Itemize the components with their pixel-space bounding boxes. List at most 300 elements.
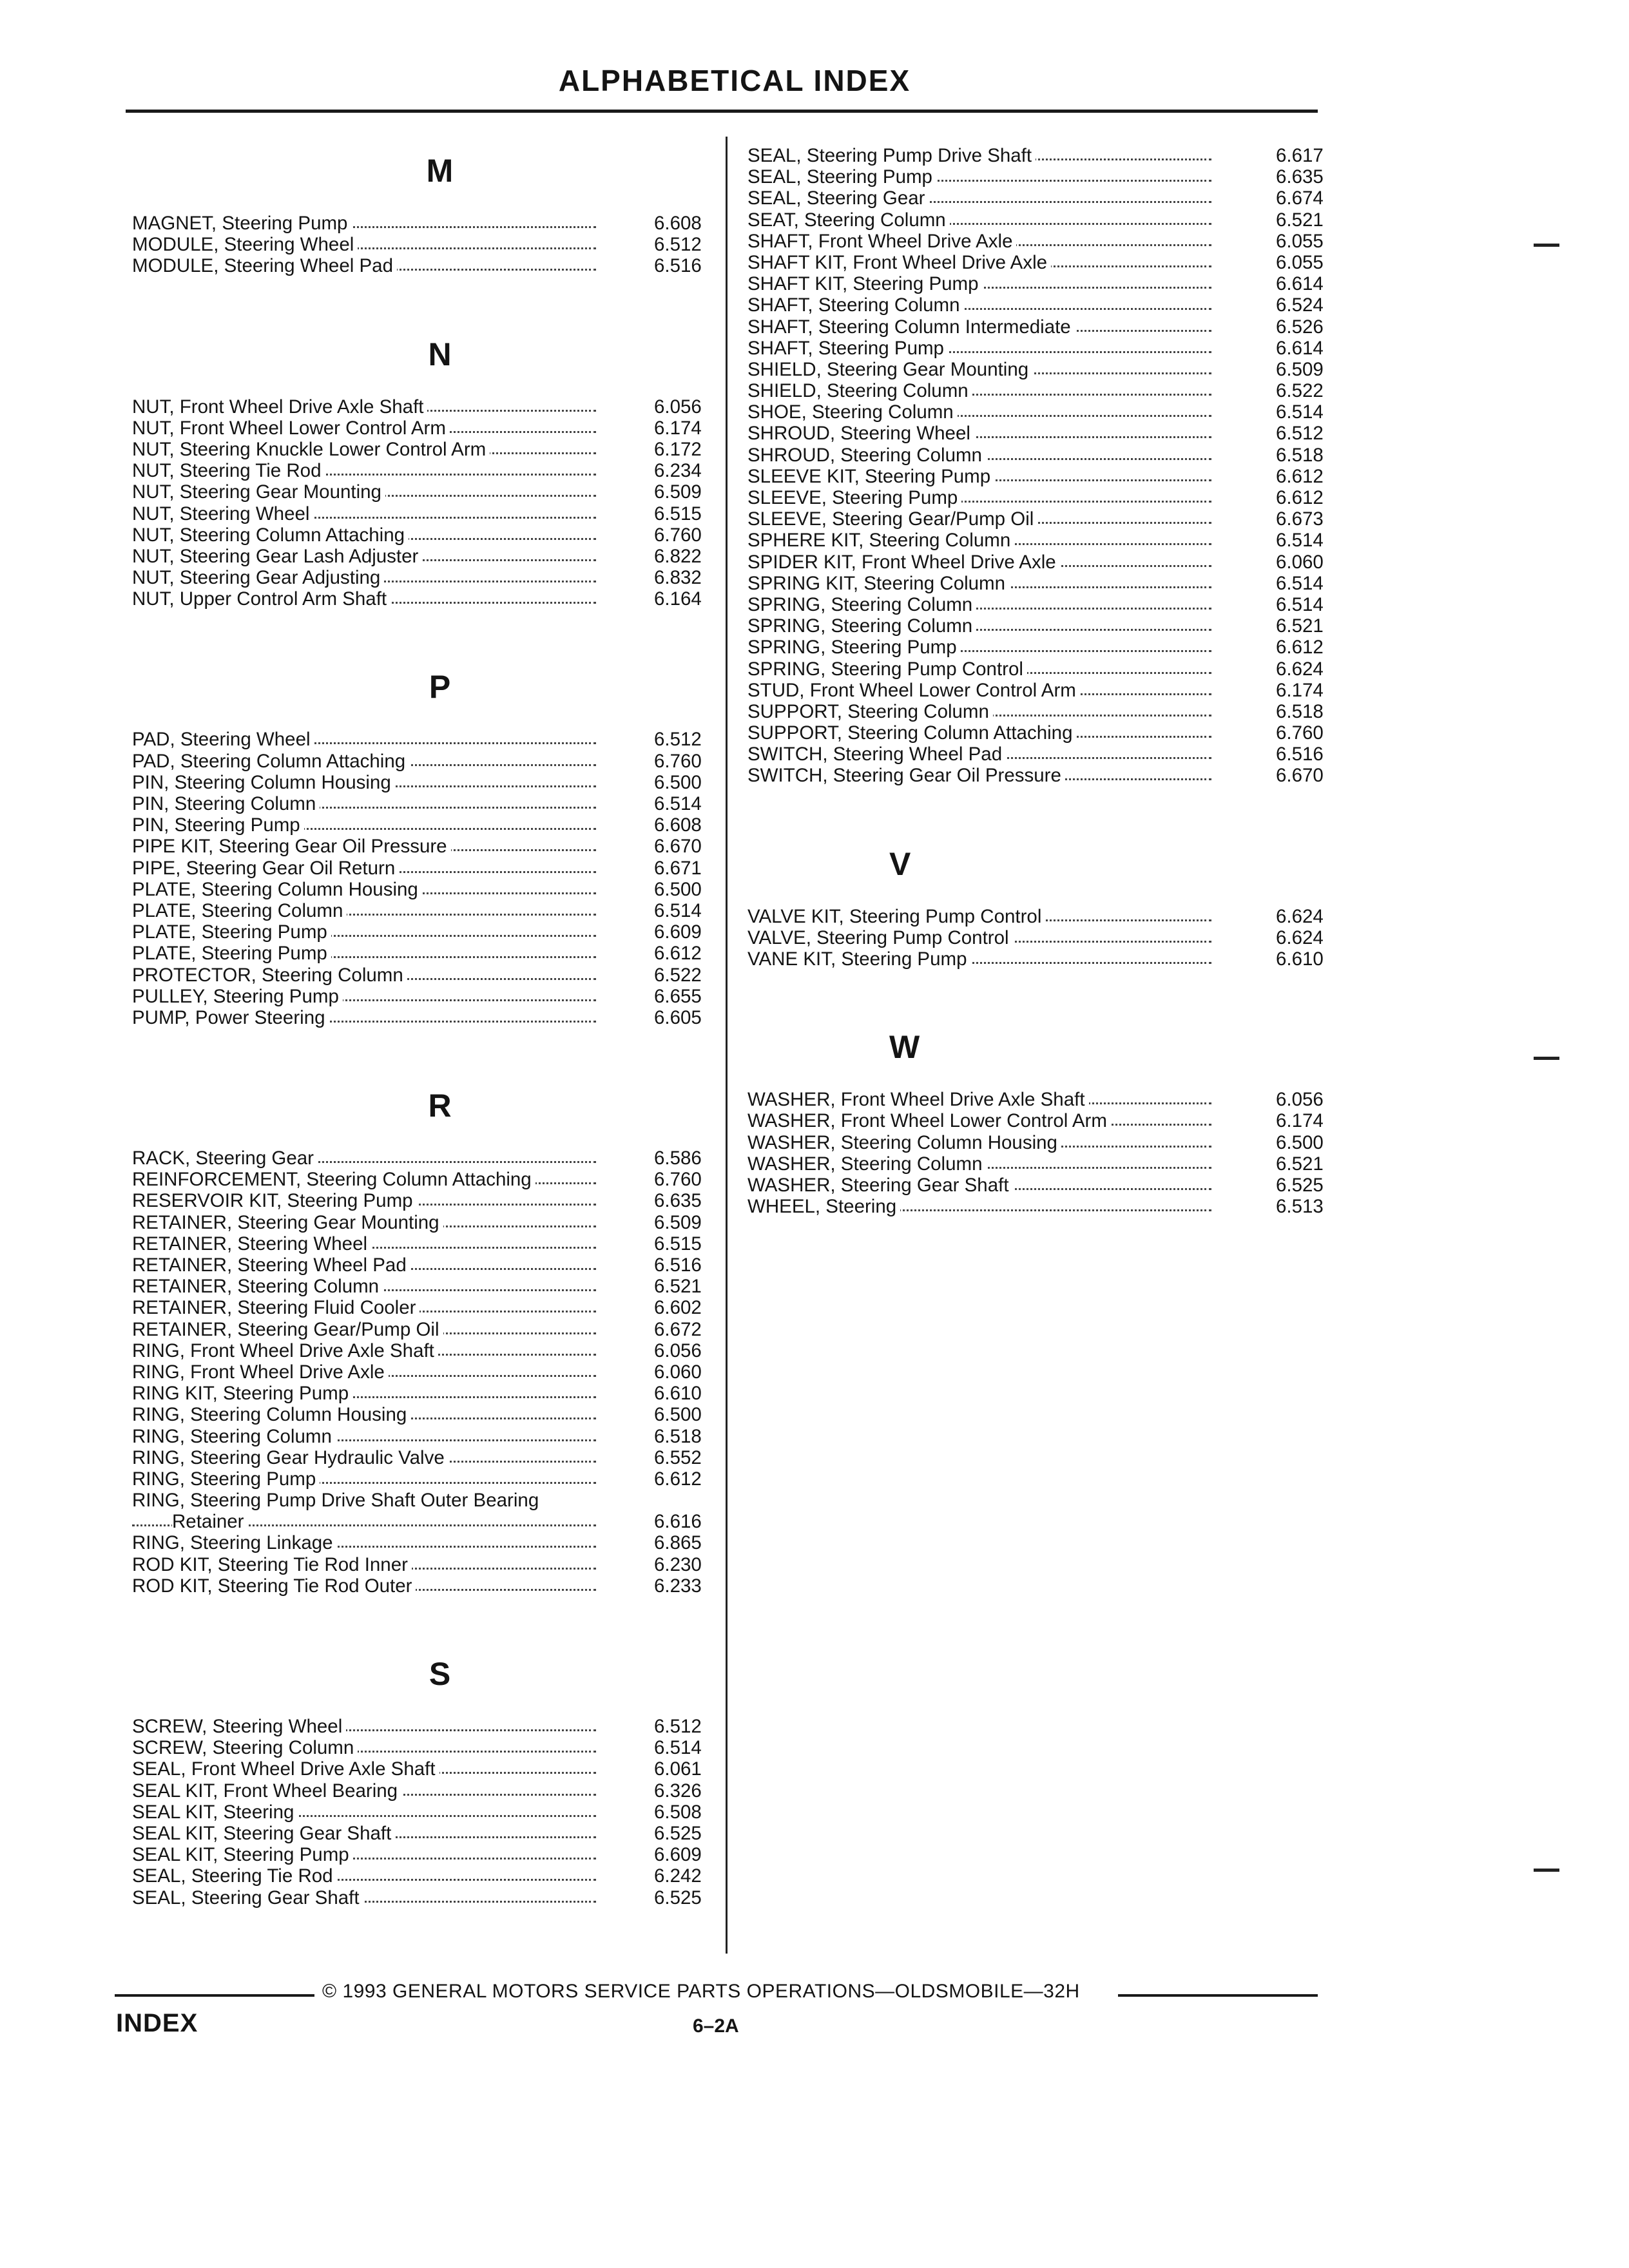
entry-name: PLATE, Steering Column	[132, 900, 347, 921]
index-entry	[747, 508, 1337, 530]
index-entry	[132, 1737, 722, 1758]
entry-name: SEAL, Steering Gear	[747, 187, 929, 209]
index-entry	[747, 401, 1337, 423]
footer-section-label: INDEX	[116, 2009, 198, 2037]
entry-name: SPRING, Steering Pump Control	[747, 658, 1027, 680]
entry-page-number: 6.672	[654, 1318, 702, 1340]
entry-page-number: 6.612	[1276, 637, 1324, 658]
entry-name: RING, Steering Pump	[132, 1468, 320, 1490]
index-entry	[132, 986, 722, 1007]
footer-copyright: © 1993 GENERAL MOTORS SERVICE PARTS OPERATIONS—OLDSMOBILE—32H	[322, 1981, 1080, 2002]
index-entry	[132, 1780, 722, 1802]
index-entry	[132, 900, 722, 921]
index-entry	[132, 943, 722, 964]
index-entry	[747, 338, 1337, 359]
entry-page-number: 6.521	[1276, 1153, 1324, 1175]
entry-page-number: 6.610	[654, 1383, 702, 1405]
entry-name: WASHER, Steering Column Housing	[747, 1132, 1061, 1153]
entry-name: RING, Steering Column Housing	[132, 1404, 410, 1425]
entry-page-number: 6.609	[654, 1844, 702, 1866]
entry-page-number: 6.525	[1276, 1174, 1324, 1196]
entry-page-number: 6.514	[1276, 530, 1324, 552]
entry-page-number: 6.326	[654, 1780, 702, 1802]
entry-name: SEAL KIT, Steering	[132, 1802, 298, 1823]
entry-name: SEAL, Steering Tie Rod	[132, 1865, 337, 1887]
entry-page-number: 6.832	[654, 567, 702, 589]
index-entry	[132, 1511, 722, 1532]
entry-name: WASHER, Front Wheel Lower Control Arm	[747, 1110, 1111, 1131]
index-entry	[132, 858, 722, 879]
entry-page-number: 6.624	[1276, 927, 1324, 948]
entry-page-number: 6.655	[654, 985, 702, 1007]
entry-page-number: 6.172	[654, 438, 702, 460]
entry-name: PIPE, Steering Gear Oil Return	[132, 858, 399, 879]
entry-name: SEAT, Steering Column	[747, 209, 950, 231]
entry-name: PULLEY, Steering Pump	[132, 986, 343, 1007]
entry-page-number: 6.624	[1276, 658, 1324, 680]
entry-page-number: 6.612	[1276, 465, 1324, 487]
entry-page-number: 6.514	[654, 899, 702, 921]
index-entry	[747, 948, 1337, 970]
entry-page-number: 6.518	[1276, 444, 1324, 466]
entry-page-number: 6.524	[1276, 294, 1324, 316]
entry-page-number: 6.518	[1276, 700, 1324, 722]
entry-page-number: 6.612	[654, 1468, 702, 1490]
index-entry	[132, 1823, 722, 1844]
entry-name: RETAINER, Steering Gear/Pump Oil	[132, 1319, 443, 1340]
entry-page-number: 6.608	[654, 814, 702, 836]
entry-name: SEAL, Steering Pump Drive Shaft	[747, 145, 1036, 166]
index-entry	[747, 722, 1337, 744]
index-entry	[132, 921, 722, 943]
entry-name: SEAL KIT, Front Wheel Bearing	[132, 1780, 401, 1802]
index-entry	[747, 466, 1337, 487]
entry-name: SPRING, Steering Column	[747, 594, 976, 615]
entry-name: RING, Steering Gear Hydraulic Valve	[132, 1447, 448, 1468]
index-entry	[747, 658, 1337, 680]
index-entry	[132, 418, 722, 439]
index-entry	[747, 380, 1337, 401]
index-entry	[747, 273, 1337, 294]
index-entry	[132, 503, 722, 524]
index-entry	[747, 701, 1337, 722]
entry-page-number: 6.516	[654, 255, 702, 277]
index-entry	[747, 423, 1337, 444]
entry-name: RETAINER, Steering Gear Mounting	[132, 1212, 443, 1233]
entry-name: SCREW, Steering Wheel	[132, 1716, 346, 1737]
index-entry	[132, 567, 722, 588]
index-entry	[132, 213, 722, 234]
index-entry	[132, 793, 722, 814]
entry-name: RETAINER, Steering Column	[132, 1276, 383, 1297]
index-entry	[747, 637, 1337, 658]
entry-page-number: 6.521	[1276, 209, 1324, 231]
entry-name: NUT, Upper Control Arm Shaft	[132, 588, 390, 610]
edge-tick-mark	[1534, 1057, 1559, 1060]
index-entry	[132, 1340, 722, 1361]
entry-name: STUD, Front Wheel Lower Control Arm	[747, 680, 1080, 701]
entry-name: SLEEVE, Steering Pump	[747, 487, 961, 508]
section-letter-s: S	[429, 1656, 451, 1692]
index-entry	[747, 445, 1337, 466]
index-entry	[132, 1426, 722, 1447]
entry-page-number: 6.521	[654, 1276, 702, 1298]
index-entry	[132, 1276, 722, 1297]
index-entry	[132, 729, 722, 750]
section-gap	[132, 277, 722, 312]
entry-page-number: 6.526	[1276, 316, 1324, 338]
entry-page-number: 6.056	[654, 396, 702, 418]
entry-name: MODULE, Steering Wheel Pad	[132, 255, 397, 276]
entry-page-number: 6.674	[1276, 187, 1324, 209]
entry-page-number: 6.518	[654, 1425, 702, 1447]
entry-page-number: 6.500	[654, 878, 702, 900]
entry-page-number: 6.614	[1276, 273, 1324, 295]
entry-page-number: 6.612	[1276, 487, 1324, 508]
footer-page-number: 6–2A	[693, 2015, 739, 2037]
index-entry	[747, 615, 1337, 637]
entry-name: ROD KIT, Steering Tie Rod Outer	[132, 1575, 416, 1597]
index-entry	[132, 1404, 722, 1425]
entry-page-number: 6.760	[654, 524, 702, 546]
entry-page-number: 6.512	[654, 1716, 702, 1737]
index-entry	[132, 1212, 722, 1233]
entry-name: SHAFT, Front Wheel Drive Axle	[747, 231, 1016, 252]
index-entry	[747, 530, 1337, 551]
entry-name: SCREW, Steering Column	[132, 1737, 358, 1758]
index-entry	[132, 1887, 722, 1908]
entry-name: SPHERE KIT, Steering Column	[747, 530, 1014, 551]
index-entry	[747, 765, 1337, 786]
entry-name: SHAFT, Steering Column Intermediate	[747, 316, 1075, 338]
entry-page-number: 6.060	[1276, 551, 1324, 573]
entry-name: RING, Front Wheel Drive Axle Shaft	[132, 1340, 438, 1361]
index-entry	[132, 879, 722, 900]
entry-page-number: 6.522	[654, 964, 702, 986]
entry-name: RESERVOIR KIT, Steering Pump	[132, 1190, 417, 1211]
entry-page-number: 6.230	[654, 1553, 702, 1575]
column-divider	[726, 137, 728, 1954]
index-entry	[747, 487, 1337, 508]
entry-page-number: 6.822	[654, 545, 702, 567]
entry-page-number: 6.509	[654, 481, 702, 503]
index-entry	[132, 234, 722, 255]
index-entry	[132, 1532, 722, 1553]
entry-name: NUT, Steering Gear Adjusting	[132, 567, 384, 588]
entry-page-number: 6.673	[1276, 508, 1324, 530]
entry-name: REINFORCEMENT, Steering Column Attaching	[132, 1169, 535, 1190]
entry-name: NUT, Front Wheel Lower Control Arm	[132, 418, 450, 439]
index-entry	[747, 1175, 1337, 1196]
entry-name: NUT, Steering Wheel	[132, 503, 313, 524]
entry-page-number: 6.670	[654, 836, 702, 858]
entry-name: SHAFT, Steering Column	[747, 294, 964, 316]
index-entry	[747, 906, 1337, 927]
entry-name: PIN, Steering Pump	[132, 814, 304, 836]
entry-page-number: 6.061	[654, 1758, 702, 1780]
entry-name: SHAFT, Steering Pump	[747, 338, 948, 359]
index-entry	[747, 145, 1337, 166]
index-entry	[132, 1361, 722, 1383]
entry-name: NUT, Front Wheel Drive Axle Shaft	[132, 396, 427, 418]
entry-name: SHROUD, Steering Wheel	[747, 423, 974, 444]
entry-name: MODULE, Steering Wheel	[132, 234, 358, 255]
section-letter-p: P	[429, 669, 451, 706]
index-entry	[132, 439, 722, 460]
entry-name: SLEEVE, Steering Gear/Pump Oil	[747, 508, 1037, 530]
entry-name: SHIELD, Steering Column	[747, 380, 972, 401]
entry-page-number: 6.055	[1276, 251, 1324, 273]
index-entry	[132, 1297, 722, 1318]
index-entry	[747, 1153, 1337, 1175]
entry-page-number: 6.055	[1276, 230, 1324, 252]
entry-page-number: 6.174	[1276, 679, 1324, 701]
entry-name: VALVE KIT, Steering Pump Control	[747, 906, 1045, 927]
entry-name: SHAFT KIT, Front Wheel Drive Axle	[747, 252, 1051, 273]
entry-name: PAD, Steering Wheel	[132, 729, 314, 750]
entry-name: PIN, Steering Column	[132, 793, 320, 814]
entry-name: NUT, Steering Tie Rod	[132, 460, 325, 481]
entry-name: SUPPORT, Steering Column Attaching	[747, 722, 1076, 744]
entry-page-number: 6.174	[654, 417, 702, 439]
entry-name: RETAINER, Steering Wheel	[132, 1233, 371, 1254]
entry-page-number: 6.552	[654, 1446, 702, 1468]
index-entry	[132, 1468, 722, 1490]
entry-page-number: 6.515	[654, 1233, 702, 1254]
entry-page-number: 6.608	[654, 213, 702, 234]
section-gap	[132, 610, 722, 645]
index-entry	[132, 1190, 722, 1211]
entry-name: SHROUD, Steering Column	[747, 445, 986, 466]
index-entry	[747, 927, 1337, 948]
index-entry	[132, 1716, 722, 1737]
index-entry	[132, 1007, 722, 1028]
entry-page-number: 6.234	[654, 460, 702, 482]
entry-page-number: 6.514	[1276, 401, 1324, 423]
index-entry	[132, 1554, 722, 1575]
entry-name: NUT, Steering Gear Mounting	[132, 481, 385, 503]
index-entry	[747, 594, 1337, 615]
entry-name: RETAINER, Steering Fluid Cooler	[132, 1297, 419, 1318]
index-entry	[132, 460, 722, 481]
index-entry	[132, 1490, 722, 1511]
entry-name: WHEEL, Steering	[747, 1196, 900, 1217]
index-entry	[747, 1110, 1337, 1131]
index-entry	[747, 166, 1337, 187]
entry-name: PUMP, Power Steering	[132, 1007, 329, 1028]
index-entry	[132, 1169, 722, 1190]
entry-page-number: 6.060	[654, 1361, 702, 1383]
index-entry	[747, 680, 1337, 701]
entry-page-number: 6.760	[1276, 722, 1324, 744]
entry-page-number: 6.602	[654, 1297, 702, 1319]
entry-name: MAGNET, Steering Pump	[132, 213, 351, 234]
index-entry	[132, 588, 722, 610]
entry-name: PAD, Steering Column Attaching	[132, 751, 409, 772]
entry-page-number: 6.610	[1276, 948, 1324, 970]
edge-tick-mark	[1534, 244, 1559, 247]
entry-name: RACK, Steering Gear	[132, 1148, 318, 1169]
entry-name: WASHER, Steering Gear Shaft	[747, 1175, 1013, 1196]
index-entry	[132, 1575, 722, 1597]
entry-page-number: 6.525	[654, 1887, 702, 1908]
entry-page-number: 6.514	[654, 1737, 702, 1759]
title-rule	[126, 110, 1318, 113]
index-entry	[132, 1148, 722, 1169]
entry-name: SEAL, Steering Gear Shaft	[132, 1887, 363, 1908]
entry-page-number: 6.760	[654, 1169, 702, 1191]
entry-name: SEAL, Front Wheel Drive Axle Shaft	[132, 1758, 439, 1780]
entry-name: SEAL KIT, Steering Pump	[132, 1844, 353, 1865]
entry-page-number: 6.605	[654, 1006, 702, 1028]
entry-page-number: 6.512	[1276, 423, 1324, 445]
entry-page-number: 6.242	[654, 1865, 702, 1887]
entry-name: SPRING, Steering Column	[747, 615, 976, 637]
entry-page-number: 6.515	[654, 503, 702, 524]
entry-page-number: 6.512	[654, 234, 702, 256]
entry-page-number: 6.500	[1276, 1131, 1324, 1153]
index-entry	[747, 1132, 1337, 1153]
entry-page-number: 6.512	[654, 729, 702, 751]
footer-rule-right	[1118, 1994, 1318, 1997]
footer-rule-left	[115, 1994, 314, 1997]
entry-name: NUT, Steering Knuckle Lower Control Arm	[132, 439, 490, 460]
entry-name: SPRING, Steering Pump	[747, 637, 961, 658]
entry-name: PLATE, Steering Column Housing	[132, 879, 422, 900]
entry-page-number: 6.671	[654, 857, 702, 879]
edge-tick-mark	[1534, 1869, 1559, 1872]
index-entry	[132, 1844, 722, 1865]
index-entry	[132, 1383, 722, 1404]
entry-name: PLATE, Steering Pump	[132, 921, 331, 943]
index-entry	[132, 255, 722, 276]
entry-name: PIN, Steering Column Housing	[132, 772, 395, 793]
entry-page-number: 6.617	[1276, 145, 1324, 166]
index-entry	[132, 1865, 722, 1887]
entry-name: RING, Steering Column	[132, 1426, 336, 1447]
entry-page-number: 6.500	[654, 771, 702, 793]
entry-name: SWITCH, Steering Gear Oil Pressure	[747, 765, 1065, 786]
entry-name: PROTECTOR, Steering Column	[132, 965, 407, 986]
entry-name: SEAL KIT, Steering Gear Shaft	[132, 1823, 395, 1844]
index-entry	[747, 209, 1337, 231]
entry-page-number: 6.609	[654, 921, 702, 943]
section-gap	[132, 1028, 722, 1064]
index-entry	[747, 294, 1337, 316]
entry-page-number: 6.522	[1276, 380, 1324, 402]
entry-name: SUPPORT, Steering Column	[747, 701, 993, 722]
entry-name: NUT, Steering Column Attaching	[132, 524, 409, 546]
index-entry	[132, 1447, 722, 1468]
index-entry	[132, 965, 722, 986]
entry-page-number: 6.612	[654, 943, 702, 965]
index-entry	[132, 481, 722, 503]
index-entry	[132, 814, 722, 836]
entry-page-number: 6.509	[654, 1211, 702, 1233]
right-column	[747, 145, 1337, 1217]
index-entry	[747, 231, 1337, 252]
entry-name: VALVE, Steering Pump Control	[747, 927, 1013, 948]
index-entry	[132, 546, 722, 567]
entry-page-number: 6.174	[1276, 1110, 1324, 1132]
index-entry	[132, 1802, 722, 1823]
section-letter-n: N	[428, 336, 452, 372]
entry-name: SLEEVE KIT, Steering Pump	[747, 466, 994, 487]
entry-name: VANE KIT, Steering Pump	[747, 948, 971, 970]
index-entry	[747, 573, 1337, 594]
index-entry	[132, 751, 722, 772]
index-entry	[747, 552, 1337, 573]
entry-page-number: 6.509	[1276, 358, 1324, 380]
index-entry	[132, 772, 722, 793]
entry-page-number: 6.056	[1276, 1089, 1324, 1111]
index-entry	[747, 187, 1337, 209]
entry-name: WASHER, Front Wheel Drive Axle Shaft	[747, 1089, 1089, 1110]
entry-name: PIPE KIT, Steering Gear Oil Pressure	[132, 836, 451, 857]
index-entry	[132, 836, 722, 857]
entry-page-number: 6.635	[654, 1190, 702, 1212]
entry-name: RING KIT, Steering Pump	[132, 1383, 352, 1404]
entry-page-number: 6.514	[1276, 572, 1324, 594]
entry-name: RING, Front Wheel Drive Axle	[132, 1361, 389, 1383]
entry-page-number: 6.164	[654, 588, 702, 610]
section-letter-m: M	[426, 153, 454, 189]
index-entry	[132, 1233, 722, 1254]
index-entry	[132, 524, 722, 546]
entry-page-number: 6.525	[654, 1822, 702, 1844]
entry-page-number: 6.516	[654, 1254, 702, 1276]
index-entry	[132, 396, 722, 418]
entry-page-number: 6.624	[1276, 905, 1324, 927]
section-letter-w: W	[889, 1029, 920, 1066]
section-letter-v: V	[889, 845, 911, 882]
entry-name: NUT, Steering Gear Lash Adjuster	[132, 546, 422, 567]
entry-name: SHAFT KIT, Steering Pump	[747, 273, 983, 294]
page-title: ALPHABETICAL INDEX	[558, 64, 911, 97]
index-entry	[747, 1089, 1337, 1110]
entry-page-number: 6.233	[654, 1575, 702, 1597]
entry-page-number: 6.056	[654, 1340, 702, 1361]
entry-name: RING, Steering Pump Drive Shaft Outer Bearing	[132, 1490, 543, 1511]
entry-page-number: 6.614	[1276, 337, 1324, 359]
index-entry	[747, 744, 1337, 765]
entry-name: SHOE, Steering Column	[747, 401, 958, 423]
entry-page-number: 6.514	[1276, 593, 1324, 615]
section-gap	[747, 787, 1337, 822]
index-entry	[747, 252, 1337, 273]
entry-name: RETAINER, Steering Wheel Pad	[132, 1254, 410, 1276]
entry-page-number: 6.635	[1276, 166, 1324, 188]
entry-page-number: 6.670	[1276, 765, 1324, 787]
entry-name: SPIDER KIT, Front Wheel Drive Axle	[747, 552, 1060, 573]
index-entry	[747, 359, 1337, 380]
entry-name: SHIELD, Steering Gear Mounting	[747, 359, 1032, 380]
entry-name: PLATE, Steering Pump	[132, 943, 331, 964]
entry-name: SWITCH, Steering Wheel Pad	[747, 744, 1006, 765]
index-entry	[132, 1254, 722, 1276]
entry-page-number: 6.500	[654, 1404, 702, 1426]
entry-page-number: 6.508	[654, 1801, 702, 1823]
entry-page-number: 6.586	[654, 1148, 702, 1169]
entry-page-number: 6.616	[654, 1511, 702, 1533]
entry-page-number: 6.514	[654, 793, 702, 814]
entry-name: Retainer	[172, 1511, 248, 1532]
entry-page-number: 6.865	[654, 1532, 702, 1554]
index-entry	[132, 1758, 722, 1780]
entry-name: ROD KIT, Steering Tie Rod Inner	[132, 1554, 412, 1575]
section-letter-r: R	[428, 1088, 452, 1124]
entry-name: SEAL, Steering Pump	[747, 166, 936, 187]
